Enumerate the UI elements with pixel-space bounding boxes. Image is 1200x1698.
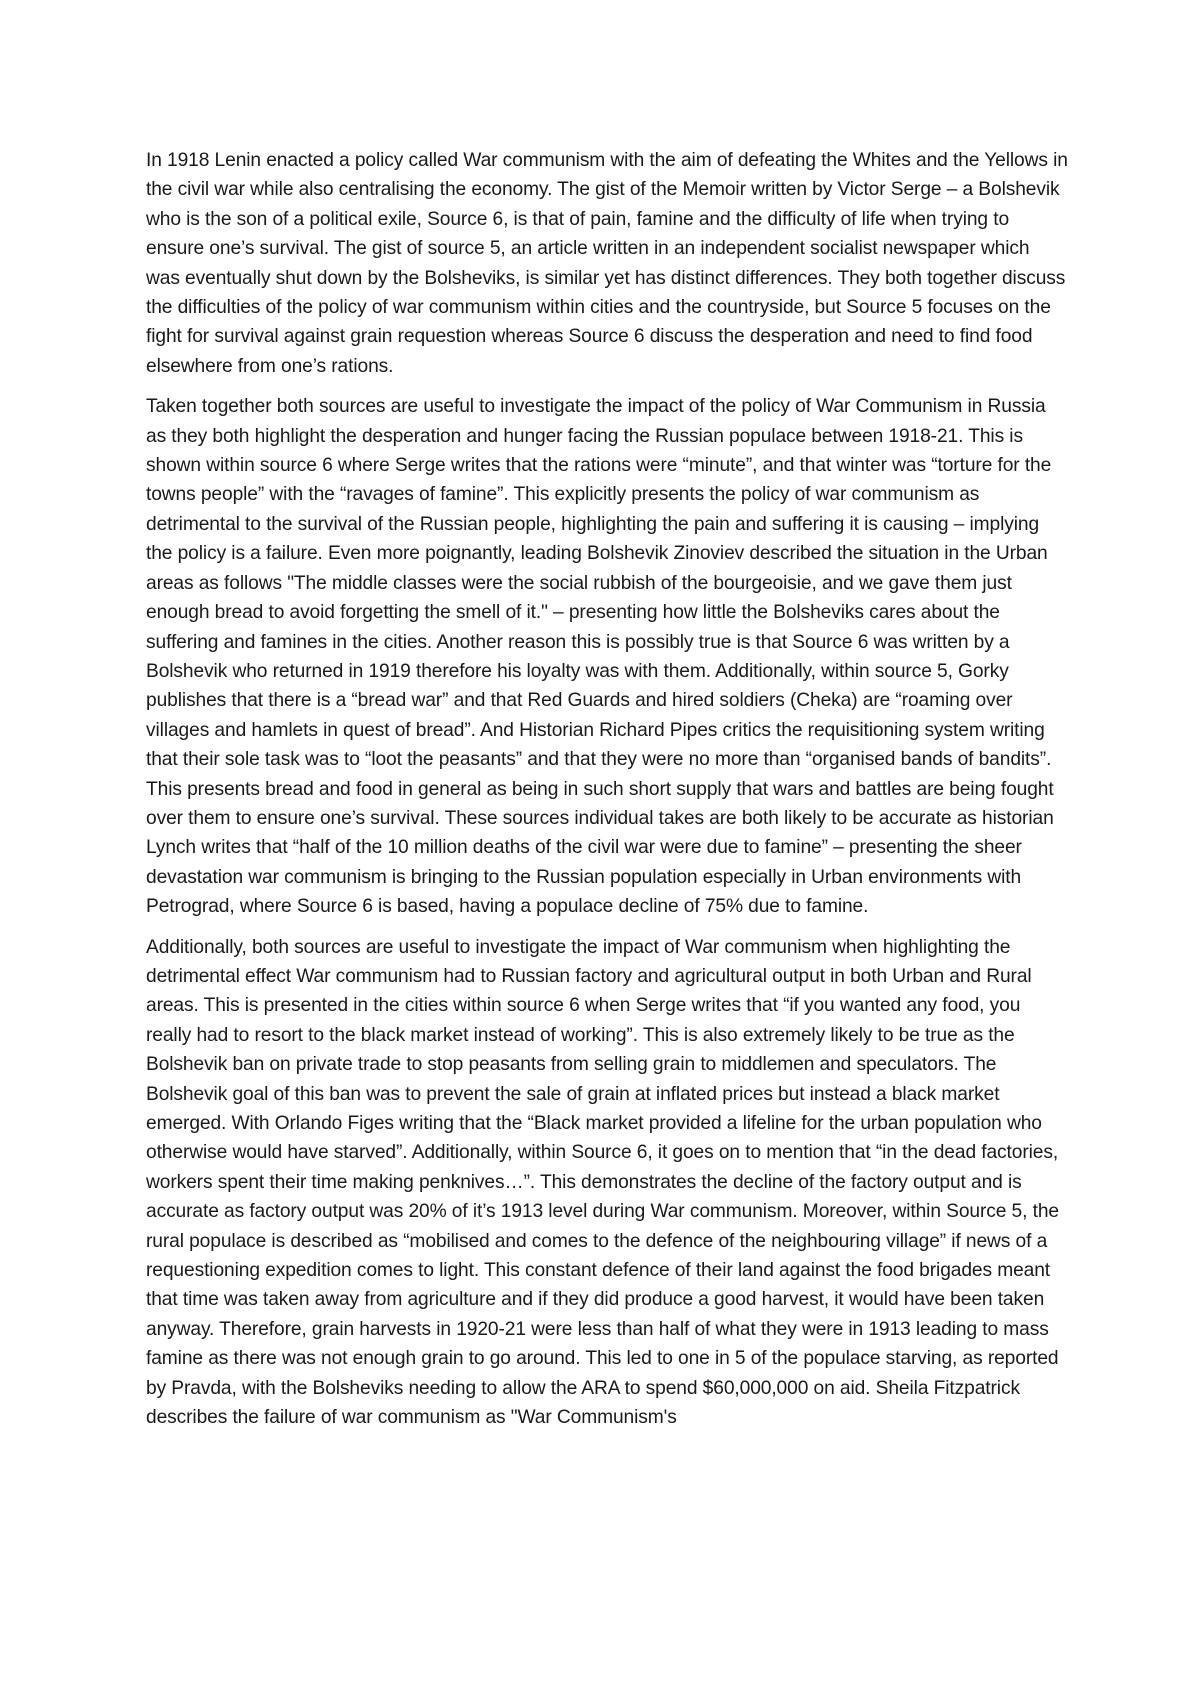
paragraph-desperation-hunger: Taken together both sources are useful to investigate the impact of the policy of War Communism in Russia as they both highlight the desperation and hunger facing the Russian populace between 1918-21. This is shown within source 6 where Serge writes that the rations were “minute”, and that winter was “torture for the towns people” with the “ravages of famine”. This explicitly presents the policy of war communism as detrimental to the survival of the Russian people, highlighting the pain and suffering it is causing – implying the policy is a failure. Even more poignantly, leading Bolshevik Zinoviev described the situation in the Urban areas as follows "The middle classes were the social rubbish of the bourgeoisie, and we gave them just enough bread to avoid forgetting the smell of it." – presenting how little the Bolsheviks cares about the suffering and famines in the cities. Another reason this is possibly true is that Source 6 was written by a Bolshevik who returned in 1919 therefore his loyalty was with them. Additionally, within source 5, Gorky publishes that there is a “bread war” and that Red Guards and hired soldiers (Cheka) are “roaming over villages and hamlets in quest of bread”. And Historian Richard Pipes critics the requisitioning system writing that their sole task was to “loot the peasants” and that they were no more than “organised bands of bandits”. This presents bread and food in general as being in such short supply that wars and battles are being fought over them to ensure one’s survival. These sources individual takes are both likely to be accurate as historian Lynch writes that “half of the 10 million deaths of the civil war were due to famine” – presenting the sheer devastation war communism is bringing to the Russian population especially in Urban environments with Petrograd, where Source 6 is based, having a populace decline of 75% due to famine. [146, 396, 1054, 918]
document-body [146, 146, 1068, 1443]
paragraph-intro: In 1918 Lenin enacted a policy called War communism with the aim of defeating the Whites and the Yellows in the civil war while also centralising the economy. The gist of the Memoir written by Victor Serge – a Bolshevik who is the son of a political exile, Source 6, is that of pain, famine and the difficulty of life when trying to ensure one’s survival. The gist of source 5, an article written in an independent socialist newspaper which was eventually shut down by the Bolsheviks, is similar yet has distinct differences. They both together discuss the difficulties of the policy of war communism within cities and the countryside, but Source 5 focuses on the fight for survival against grain requestion whereas Source 6 discuss the desperation and need to find food elsewhere from one’s rations. [146, 150, 1068, 377]
paragraph-factory-agricultural-output: Additionally, both sources are useful to investigate the impact of War communism when highlighting the detrimental effect War communism had to Russian factory and agricultural output in both Urban and Rural areas. This is presented in the cities within source 6 when Serge writes that “if you wanted any food, you really had to resort to the black market instead of working”. This is also extremely likely to be true as the Bolshevik ban on private trade to stop peasants from selling grain to middlemen and speculators. The Bolshevik goal of this ban was to prevent the sale of grain at inflated prices but instead a black market emerged. With Orlando Figes writing that the “Black market provided a lifeline for the urban population who otherwise would have starved”. Additionally, within Source 6, it goes on to mention that “in the dead factories, workers spent their time making penknives…”. This demonstrates the decline of the factory output and is accurate as factory output was 20% of it’s 1913 level during War communism. Moreover, within Source 5, the rural populace is described as “mobilised and comes to the defence of the neighbouring village” if news of a requestioning expedition comes to light. This constant defence of their land against the food brigades meant that time was taken away from agriculture and if they did produce a good harvest, it would have been taken anyway. Therefore, grain harvests in 1920-21 were less than half of what they were in 1913 leading to mass famine as there was not enough grain to go around. This led to one in 5 of the populace starving, as reported by Pravda, with the Bolsheviks needing to allow the ARA to spend $60,000,000 on aid. Sheila Fitzpatrick describes the failure of war communism as "War Communism's [146, 936, 1059, 1429]
